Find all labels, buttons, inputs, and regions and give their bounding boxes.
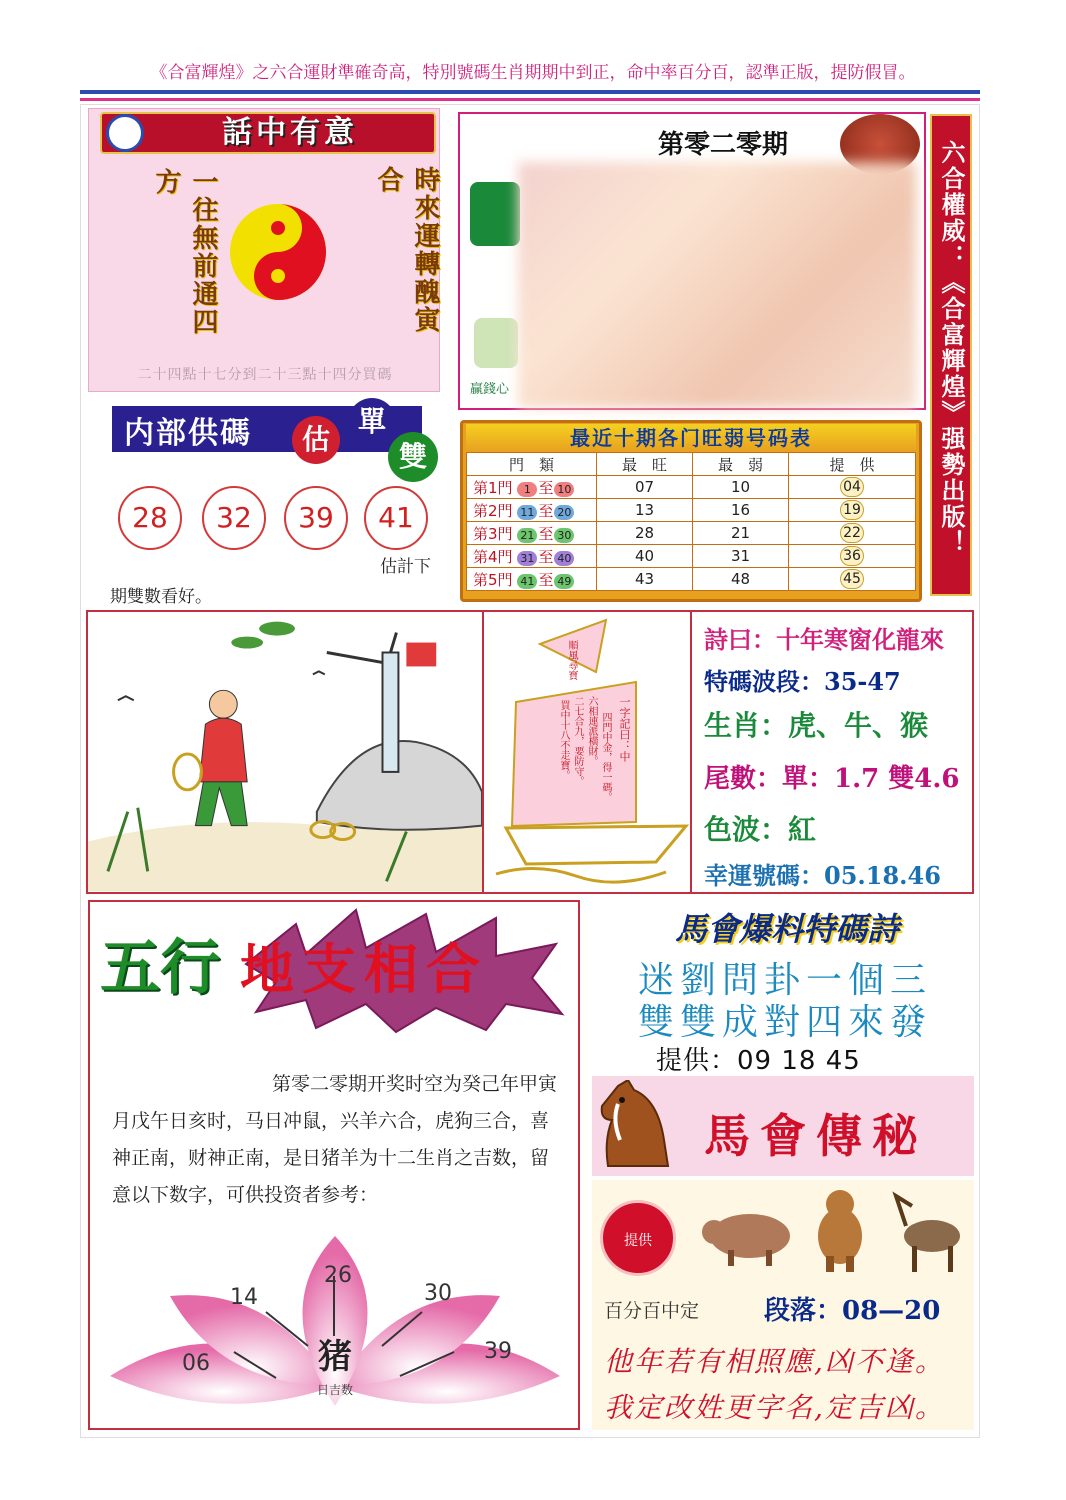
range-separator: 至: [538, 478, 554, 497]
provide-ball: 22: [840, 523, 864, 543]
hot-cell: 28: [597, 522, 693, 545]
horse-poem-line: 雙雙成對四來發: [637, 1002, 932, 1043]
cold-cell: 16: [693, 499, 789, 522]
provide-cell: [789, 568, 916, 591]
cold-cell: 48: [693, 568, 789, 591]
range-separator: 至: [538, 501, 554, 520]
provide-cell: [789, 545, 916, 568]
lucky-number-line: 幸運號碼：05.18.46: [704, 861, 941, 890]
table-row: [467, 476, 916, 499]
table-row: [467, 568, 916, 591]
gate-label: 第2門: [473, 501, 513, 520]
farmer-illustration: [88, 612, 484, 892]
right-banner-text: 六合權威：《合富輝煌》强勢出版！: [937, 140, 966, 556]
color-wave-line: 色波：紅: [704, 813, 817, 846]
hua-zhong-title: 話中有意: [222, 115, 358, 150]
horse-secret-title: 馬會傳秘: [704, 1109, 928, 1163]
table-header-row: [467, 453, 916, 476]
column-header: 門 類: [467, 453, 597, 476]
provide-ball: 45: [840, 569, 864, 589]
gate-label: 第4門: [473, 547, 513, 566]
hua-zhong-left-line: 一往無前通四方: [151, 168, 218, 336]
provide-cell: [789, 499, 916, 522]
supply-number: 41: [364, 486, 428, 550]
gate-cell: [467, 476, 597, 499]
table-row: [467, 499, 916, 522]
gate-label: 第1門: [473, 478, 513, 497]
lotus-diagram: [100, 1236, 570, 1426]
segment-range: 段落：08—20: [764, 1296, 941, 1326]
horse-poem-title: 馬會爆料特碼詩: [674, 910, 899, 948]
hot-cell: 13: [597, 499, 693, 522]
sail-verse: 一字記曰：中: [618, 696, 631, 762]
sail-verse: 六相連派橫財。: [586, 696, 597, 766]
gate-label: 第5門: [473, 570, 513, 589]
promo-figure-image: [474, 318, 518, 368]
column-header: 最 旺: [597, 453, 693, 476]
zodiac-line: 生肖：虎、牛、猴: [704, 709, 929, 742]
estimate-badge: 估: [292, 416, 340, 464]
horse-secret-verse: 他年若有相照應,凶不逢。: [604, 1345, 945, 1378]
internal-supply-title: 内部供碼: [124, 416, 252, 451]
lotus-number: 26: [324, 1263, 352, 1288]
hot-cell: 07: [597, 476, 693, 499]
sail-verse: 四門中金，得一碼。: [600, 712, 611, 802]
range-end-ball: 10: [554, 482, 574, 497]
lotus-number: 06: [182, 1351, 210, 1376]
sail-verse: 買中十八不走寶。: [558, 700, 569, 780]
gate-table-body: [467, 476, 916, 591]
wuxing-title: [100, 920, 488, 1006]
column-header: 最 弱: [693, 453, 789, 476]
supply-number: 28: [118, 486, 182, 550]
logo-icon: [106, 114, 144, 152]
range-end-ball: 20: [554, 505, 574, 520]
header-slogan: 《合富輝煌》之六合運財準確奇高，特別號碼生肖期期中到正，命中率百分百，認準正版，提防假冒。: [150, 63, 916, 83]
provide-ball: 19: [840, 500, 864, 520]
range-start-ball: 21: [517, 528, 537, 543]
full-hit-text: 百分百中定: [604, 1300, 700, 1322]
range-separator: 至: [538, 547, 554, 566]
range-end-ball: 49: [554, 574, 574, 589]
cold-cell: 10: [693, 476, 789, 499]
estimate-text: 估計下: [380, 557, 431, 577]
range-start-ball: 31: [517, 551, 537, 566]
cold-cell: 21: [693, 522, 789, 545]
hua-zhong-right-line: 時來運轉醜寅合: [373, 166, 440, 334]
wuxing-title-b: 行: [160, 933, 220, 1003]
gate-cell: [467, 568, 597, 591]
pig-monkey-goat-icon: [700, 1186, 970, 1276]
supply-number: 39: [284, 486, 348, 550]
cold-cell: 31: [693, 545, 789, 568]
hua-zhong-footer: 二十四點十七分到二十三點十四分買碼: [137, 367, 393, 383]
provide-cell: [789, 522, 916, 545]
sail-flag-text: 順風尋寶: [566, 640, 577, 680]
lotus-center: 猪: [318, 1337, 352, 1377]
promo-green-logo: [470, 182, 520, 246]
table-row: [467, 545, 916, 568]
gate-label: 第3門: [473, 524, 513, 543]
hot-cell: 43: [597, 568, 693, 591]
supply-number: 32: [202, 486, 266, 550]
special-code-range: 特碼波段：35-47: [704, 667, 901, 696]
promo-caption: 贏錢心: [470, 382, 510, 397]
poem-line: 詩曰：十年寒窗化龍來: [704, 625, 944, 654]
gate-cell: [467, 522, 597, 545]
hot-cell: 40: [597, 545, 693, 568]
promo-blurred-area: [518, 162, 916, 408]
header-rule-pink: [80, 98, 980, 101]
provide-ball: 36: [840, 546, 864, 566]
horse-poem-supply: 提供：09 18 45: [656, 1046, 861, 1076]
horse-head-icon: [598, 1080, 670, 1170]
estimate-note: 期雙數看好。: [110, 587, 212, 607]
sail-verse: 二七合九，要防守。: [572, 696, 583, 786]
promo-period: 第零二零期: [658, 130, 789, 160]
provide-ball: 04: [840, 477, 864, 497]
range-start-ball: 11: [517, 505, 537, 520]
range-separator: 至: [538, 524, 554, 543]
wuxing-paragraph: 第零二零期开奖时空为癸己年甲寅月戊午日亥时，马日冲鼠，兴羊六合，虎狗三合，喜神正南，财神正南，是日猪羊为十二生肖之吉数，留意以下数字，可供投资者参考：: [112, 1073, 558, 1206]
lotus-number: 39: [484, 1339, 512, 1364]
gate-cell: [467, 499, 597, 522]
lotus-subtitle: 日吉数: [316, 1383, 354, 1397]
wuxing-title-c: 地支相合: [240, 937, 488, 1001]
horse-poem-line: 迷劉問卦一個三: [637, 960, 932, 1001]
gate-cell: [467, 545, 597, 568]
yin-yang-icon: [228, 202, 328, 302]
horse-secret-verse: 我定改姓更字名,定吉凶。: [604, 1391, 945, 1424]
wuxing-title-a: 五: [100, 933, 160, 1003]
gate-table-title: 最近十期各门旺弱号码表: [466, 424, 916, 452]
range-end-ball: 30: [554, 528, 574, 543]
lotus-number: 30: [424, 1281, 452, 1306]
column-header: 提 供: [789, 453, 916, 476]
range-end-ball: 40: [554, 551, 574, 566]
seal-badge: 提供: [600, 1200, 676, 1276]
lotus-number: 14: [230, 1285, 258, 1310]
header-rule-blue: [80, 90, 980, 94]
provide-cell: [789, 476, 916, 499]
range-start-ball: 1: [517, 482, 537, 497]
tail-number-line: 尾數：單：1.7 雙4.6: [704, 764, 960, 794]
table-row: [467, 522, 916, 545]
double-badge: 雙: [388, 432, 438, 482]
range-start-ball: 41: [517, 574, 537, 589]
range-separator: 至: [538, 570, 554, 589]
single-badge: 單: [348, 398, 396, 446]
gate-table: [466, 452, 916, 591]
